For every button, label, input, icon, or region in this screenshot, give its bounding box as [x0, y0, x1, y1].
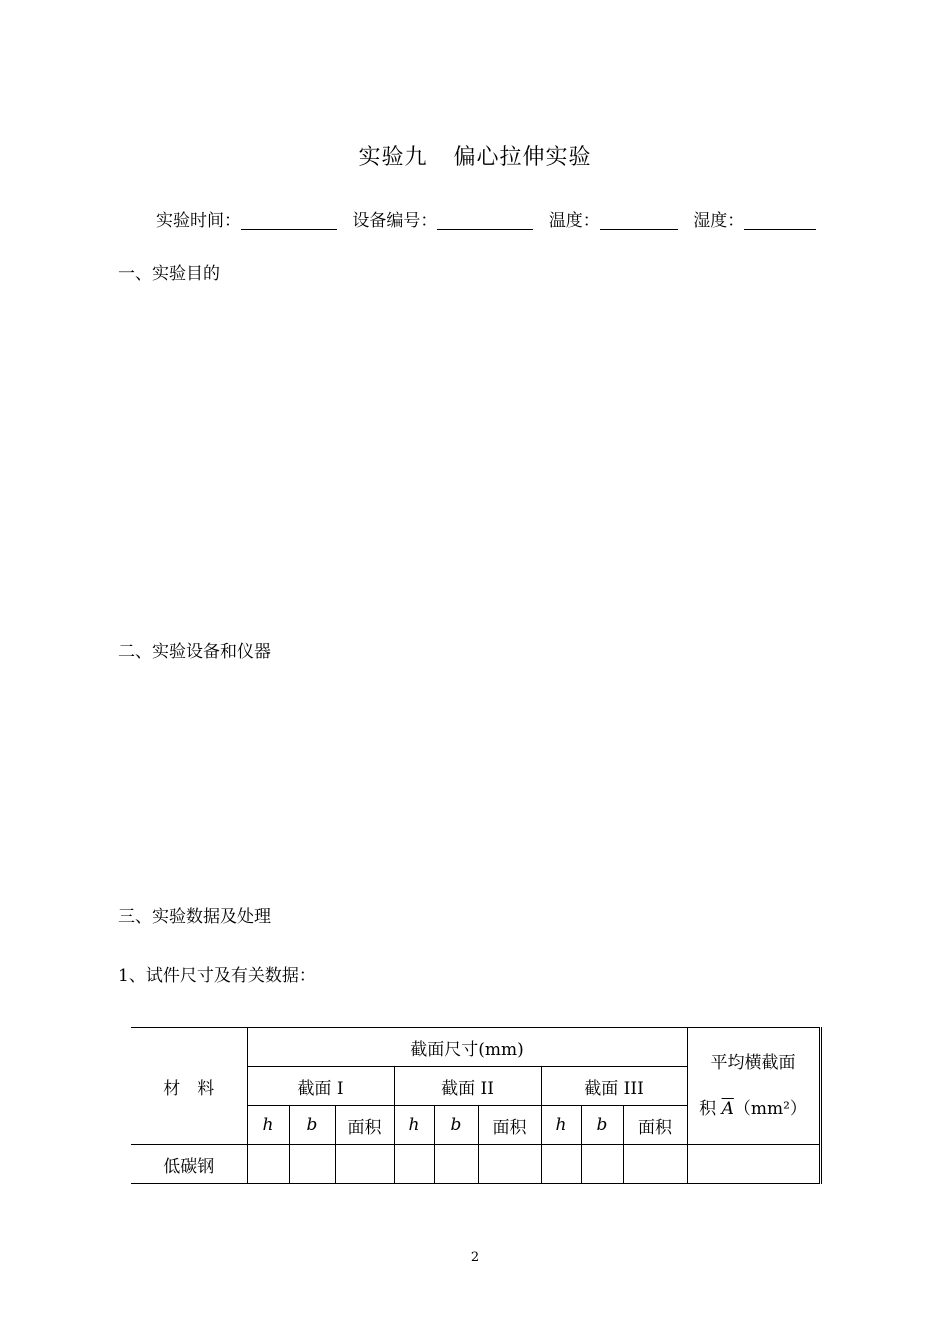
- device-label: 设备编号：: [352, 211, 438, 231]
- average-area-prefix: 积: [699, 1099, 722, 1119]
- subsection-specimen-dimensions: 1、试件尺寸及有关数据：: [118, 966, 316, 986]
- s2-h-header: h: [394, 1106, 434, 1145]
- s1-h-cell[interactable]: [247, 1145, 289, 1184]
- s3-b-cell[interactable]: [581, 1145, 623, 1184]
- time-label: 实验时间：: [156, 211, 241, 231]
- s3-area-header: 面积: [623, 1106, 687, 1145]
- page-number: 2: [470, 1250, 480, 1265]
- s2-area-header: 面积: [478, 1106, 541, 1145]
- experiment-meta-row: [156, 206, 816, 231]
- average-area-header: [687, 1028, 820, 1145]
- section-dimension-header: 截面尺寸(mm): [247, 1028, 687, 1067]
- s1-b-header: b: [289, 1106, 335, 1145]
- average-area-cell[interactable]: [687, 1145, 820, 1184]
- section-3-header: 截面 III: [541, 1067, 687, 1106]
- section-1-header: 截面 I: [247, 1067, 394, 1106]
- page-title: [0, 140, 950, 171]
- average-area-line-2: [688, 1086, 819, 1132]
- section-data: 三、实验数据及处理: [118, 907, 271, 927]
- s1-h-header: h: [247, 1106, 289, 1145]
- s3-h-cell[interactable]: [541, 1145, 581, 1184]
- time-blank[interactable]: [241, 211, 337, 230]
- s2-area-cell[interactable]: [478, 1145, 541, 1184]
- s1-area-cell[interactable]: [335, 1145, 394, 1184]
- title-part-1: 实验九: [358, 145, 428, 170]
- title-part-2: 偏心拉伸实验: [453, 145, 592, 170]
- s1-b-cell[interactable]: [289, 1145, 335, 1184]
- device-blank[interactable]: [437, 211, 533, 230]
- section-objective: 一、实验目的: [118, 264, 220, 284]
- humidity-label: 湿度：: [693, 211, 745, 231]
- material-header: 材 料: [131, 1028, 247, 1145]
- specimen-data-table: [131, 1027, 822, 1184]
- average-area-unit: （mm²）: [733, 1099, 807, 1119]
- section-equipment: 二、实验设备和仪器: [118, 642, 271, 662]
- s3-area-cell[interactable]: [623, 1145, 687, 1184]
- s3-h-header: h: [541, 1106, 581, 1145]
- material-low-carbon-steel: 低碳钢: [131, 1145, 247, 1184]
- s2-b-cell[interactable]: [434, 1145, 478, 1184]
- humidity-blank[interactable]: [744, 211, 816, 230]
- section-2-header: 截面 II: [394, 1067, 541, 1106]
- s2-h-cell[interactable]: [394, 1145, 434, 1184]
- average-area-line-1: 平均横截面: [710, 1053, 796, 1073]
- temp-blank[interactable]: [600, 211, 678, 230]
- temp-label: 温度：: [548, 211, 600, 231]
- a-bar-symbol: $\overline{A}$: [721, 1099, 734, 1119]
- s2-b-header: b: [434, 1106, 478, 1145]
- s3-b-header: b: [581, 1106, 623, 1145]
- s1-area-header: 面积: [335, 1106, 394, 1145]
